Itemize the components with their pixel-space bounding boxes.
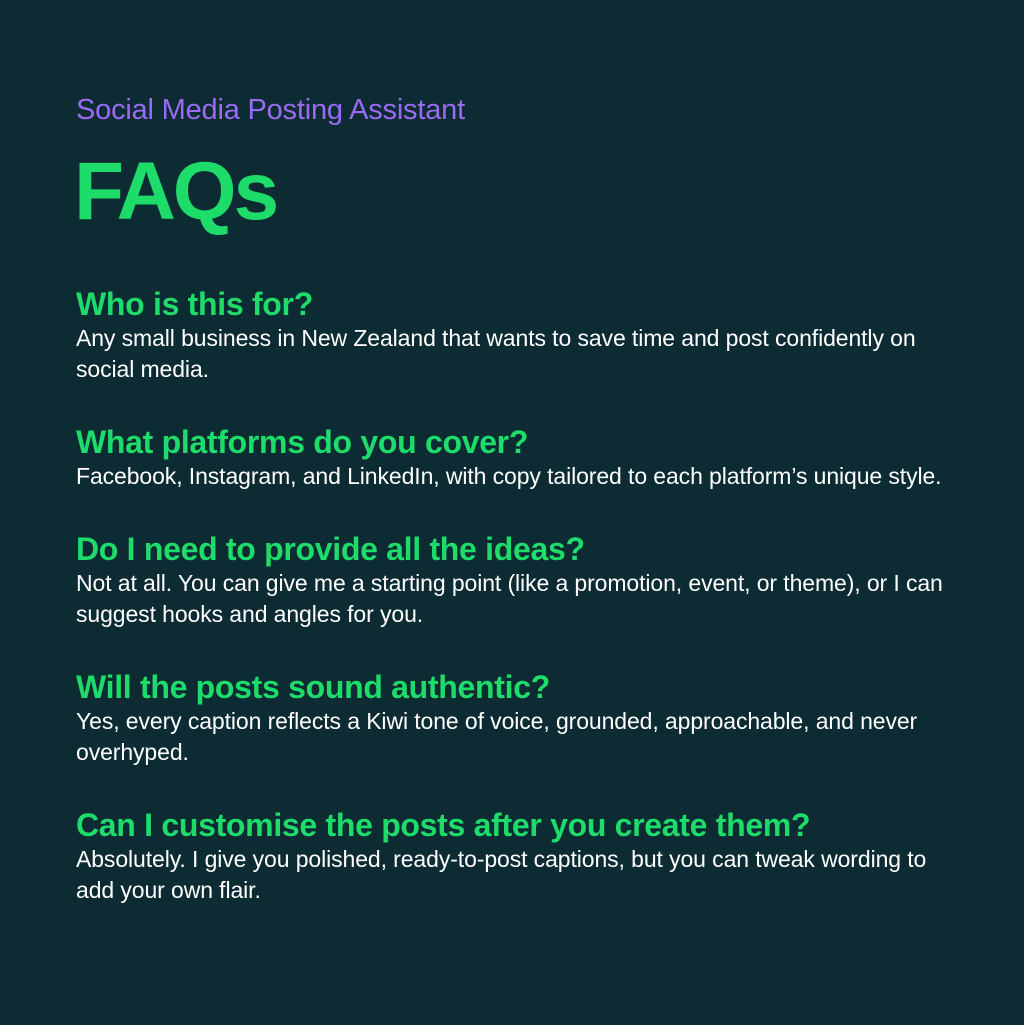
faq-item xyxy=(76,285,948,385)
faq-question: What platforms do you cover? xyxy=(76,424,529,460)
faq-question: Do I need to provide all the ideas? xyxy=(76,531,585,567)
faq-item xyxy=(76,806,948,906)
faq-answer: Absolutely. I give you polished, ready-to-post captions, but you can tweak wording to add your own flair. xyxy=(76,846,927,903)
page-title: FAQs xyxy=(74,146,277,237)
faq-answer: Yes, every caption reflects a Kiwi tone of voice, grounded, approachable, and never overhyped. xyxy=(76,708,918,765)
page-subtitle: Social Media Posting Assistant xyxy=(76,94,465,126)
faq-item xyxy=(76,668,948,768)
faq-question: Will the posts sound authentic? xyxy=(76,669,550,705)
faq-question: Who is this for? xyxy=(76,286,313,322)
faq-item xyxy=(76,530,948,630)
faq-answer: Any small business in New Zealand that wants to save time and post confidently on social media. xyxy=(76,325,916,382)
faq-question: Can I customise the posts after you create them? xyxy=(76,807,811,843)
faq-answer: Facebook, Instagram, and LinkedIn, with copy tailored to each platform’s unique style. xyxy=(76,463,942,489)
faq-item xyxy=(76,423,948,492)
faq-list xyxy=(76,285,948,906)
faq-answer: Not at all. You can give me a starting point (like a promotion, event, or theme), or I can suggest hooks and angles for you. xyxy=(76,570,943,627)
